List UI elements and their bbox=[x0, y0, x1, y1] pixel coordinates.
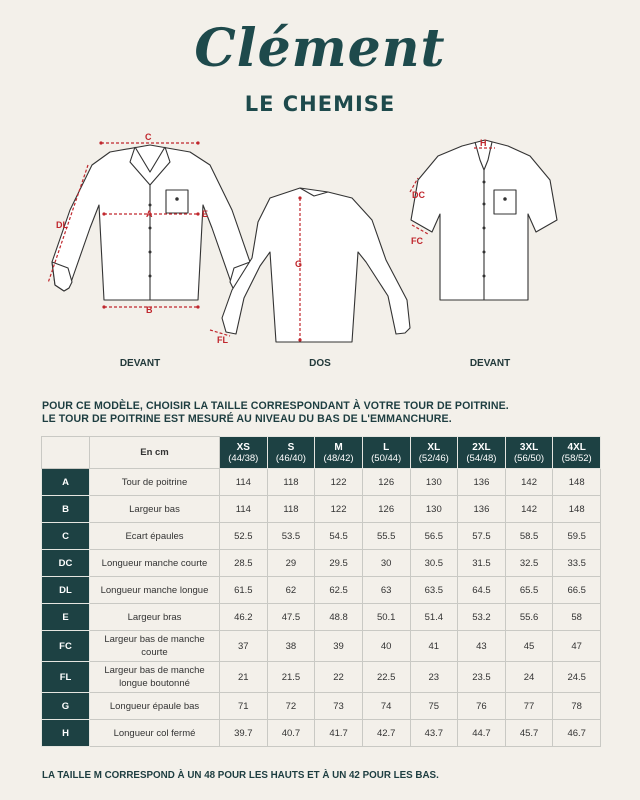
table-cell: 136 bbox=[458, 469, 506, 496]
size-table-body bbox=[42, 469, 601, 747]
table-cell: 22.5 bbox=[362, 662, 410, 693]
measure-label: Longueur manche longue bbox=[90, 577, 220, 604]
measure-code: E bbox=[42, 604, 90, 631]
table-cell: 52.5 bbox=[220, 523, 268, 550]
table-cell: 50.1 bbox=[362, 604, 410, 631]
table-row bbox=[42, 693, 601, 720]
measure-code: A bbox=[42, 469, 90, 496]
size-table bbox=[41, 436, 601, 747]
table-cell: 64.5 bbox=[458, 577, 506, 604]
table-cell: 48.8 bbox=[315, 604, 363, 631]
size-header-3xl: 3XL (56/50) bbox=[505, 437, 553, 469]
table-cell: 21 bbox=[220, 662, 268, 693]
view-label-front-right: DEVANT bbox=[469, 358, 511, 369]
measure-label: Tour de poitrine bbox=[90, 469, 220, 496]
table-cell: 41.7 bbox=[315, 720, 363, 747]
table-cell: 43 bbox=[458, 631, 506, 662]
size-header-xl: XL (52/46) bbox=[410, 437, 458, 469]
table-cell: 62.5 bbox=[315, 577, 363, 604]
table-row bbox=[42, 523, 601, 550]
mark-h: H bbox=[480, 138, 487, 148]
table-cell: 23.5 bbox=[458, 662, 506, 693]
table-cell: 51.4 bbox=[410, 604, 458, 631]
footer-note: LA TAILLE M CORRESPOND À UN 48 POUR LES HAUTS ET À UN 42 POUR LES BAS. bbox=[42, 770, 439, 781]
table-cell: 114 bbox=[220, 496, 268, 523]
table-cell: 71 bbox=[220, 693, 268, 720]
measure-label: Ecart épaules bbox=[90, 523, 220, 550]
table-cell: 38 bbox=[267, 631, 315, 662]
mark-fc: FC bbox=[411, 236, 423, 246]
unit-header: En cm bbox=[90, 437, 220, 469]
table-cell: 40.7 bbox=[267, 720, 315, 747]
table-cell: 66.5 bbox=[553, 577, 601, 604]
size-header-xs: XS (44/38) bbox=[220, 437, 268, 469]
table-cell: 37 bbox=[220, 631, 268, 662]
measure-code: FL bbox=[42, 662, 90, 693]
table-cell: 61.5 bbox=[220, 577, 268, 604]
size-header-4xl: 4XL (58/52) bbox=[553, 437, 601, 469]
measure-code: DC bbox=[42, 550, 90, 577]
table-cell: 41 bbox=[410, 631, 458, 662]
intro-line-2: LE TOUR DE POITRINE EST MESURÉ AU NIVEAU DU BAS DE L'EMMANCHURE. bbox=[42, 413, 452, 425]
measure-label: Largeur bas de manche longue boutonné bbox=[90, 662, 220, 693]
table-cell: 142 bbox=[505, 469, 553, 496]
table-cell: 142 bbox=[505, 496, 553, 523]
back-long-sleeve-shirt bbox=[222, 188, 410, 342]
table-cell: 58 bbox=[553, 604, 601, 631]
table-cell: 39.7 bbox=[220, 720, 268, 747]
measure-label: Longueur manche courte bbox=[90, 550, 220, 577]
table-cell: 148 bbox=[553, 469, 601, 496]
table-row bbox=[42, 496, 601, 523]
table-cell: 65.5 bbox=[505, 577, 553, 604]
table-cell: 126 bbox=[362, 496, 410, 523]
table-cell: 56.5 bbox=[410, 523, 458, 550]
table-cell: 46.7 bbox=[553, 720, 601, 747]
table-cell: 77 bbox=[505, 693, 553, 720]
table-cell: 75 bbox=[410, 693, 458, 720]
table-cell: 78 bbox=[553, 693, 601, 720]
table-cell: 126 bbox=[362, 469, 410, 496]
table-cell: 57.5 bbox=[458, 523, 506, 550]
table-row bbox=[42, 631, 601, 662]
table-cell: 54.5 bbox=[315, 523, 363, 550]
mark-c: C bbox=[145, 132, 152, 142]
measure-label: Largeur bas bbox=[90, 496, 220, 523]
table-cell: 33.5 bbox=[553, 550, 601, 577]
table-cell: 47 bbox=[553, 631, 601, 662]
table-cell: 42.7 bbox=[362, 720, 410, 747]
table-cell: 28.5 bbox=[220, 550, 268, 577]
table-row bbox=[42, 550, 601, 577]
size-header-2xl: 2XL (54/48) bbox=[458, 437, 506, 469]
mark-dl: DL bbox=[56, 220, 68, 230]
table-cell: 63.5 bbox=[410, 577, 458, 604]
table-cell: 30 bbox=[362, 550, 410, 577]
pattern-subtitle: LE CHEMISE bbox=[244, 92, 396, 116]
table-cell: 136 bbox=[458, 496, 506, 523]
measure-code: G bbox=[42, 693, 90, 720]
measure-label: Longueur épaule bas bbox=[90, 693, 220, 720]
table-row bbox=[42, 604, 601, 631]
table-cell: 24 bbox=[505, 662, 553, 693]
table-cell: 29 bbox=[267, 550, 315, 577]
table-cell: 31.5 bbox=[458, 550, 506, 577]
table-cell: 55.6 bbox=[505, 604, 553, 631]
table-cell: 58.5 bbox=[505, 523, 553, 550]
view-label-front-left: DEVANT bbox=[119, 358, 161, 369]
view-label-back: DOS bbox=[309, 358, 331, 369]
table-cell: 59.5 bbox=[553, 523, 601, 550]
table-cell: 130 bbox=[410, 496, 458, 523]
measure-code: B bbox=[42, 496, 90, 523]
table-row bbox=[42, 469, 601, 496]
mark-e: E bbox=[202, 209, 209, 219]
table-cell: 72 bbox=[267, 693, 315, 720]
table-row bbox=[42, 662, 601, 693]
table-cell: 43.7 bbox=[410, 720, 458, 747]
mark-dc: DC bbox=[412, 190, 425, 200]
size-header-s: S (46/40) bbox=[267, 437, 315, 469]
table-cell: 73 bbox=[315, 693, 363, 720]
table-cell: 114 bbox=[220, 469, 268, 496]
measure-label: Largeur bras bbox=[90, 604, 220, 631]
table-cell: 130 bbox=[410, 469, 458, 496]
table-cell: 23 bbox=[410, 662, 458, 693]
table-cell: 62 bbox=[267, 577, 315, 604]
intro-text bbox=[42, 400, 612, 426]
mark-b: B bbox=[146, 305, 153, 315]
table-row bbox=[42, 577, 601, 604]
pattern-title: Clément bbox=[194, 18, 446, 79]
measure-code: C bbox=[42, 523, 90, 550]
table-row bbox=[42, 720, 601, 747]
mark-fl: FL bbox=[217, 335, 228, 345]
measure-code: FC bbox=[42, 631, 90, 662]
size-header-m: M (48/42) bbox=[315, 437, 363, 469]
measure-label: Longueur col fermé bbox=[90, 720, 220, 747]
table-cell: 122 bbox=[315, 469, 363, 496]
table-cell: 55.5 bbox=[362, 523, 410, 550]
measure-code: H bbox=[42, 720, 90, 747]
measure-label: Largeur bas de manche courte bbox=[90, 631, 220, 662]
table-cell: 22 bbox=[315, 662, 363, 693]
table-cell: 47.5 bbox=[267, 604, 315, 631]
table-cell: 76 bbox=[458, 693, 506, 720]
table-cell: 40 bbox=[362, 631, 410, 662]
table-cell: 53.5 bbox=[267, 523, 315, 550]
table-cell: 29.5 bbox=[315, 550, 363, 577]
table-cell: 44.7 bbox=[458, 720, 506, 747]
table-cell: 21.5 bbox=[267, 662, 315, 693]
table-cell: 32.5 bbox=[505, 550, 553, 577]
table-cell: 74 bbox=[362, 693, 410, 720]
table-cell: 53.2 bbox=[458, 604, 506, 631]
technical-drawings bbox=[0, 120, 640, 360]
table-cell: 63 bbox=[362, 577, 410, 604]
mark-a: A bbox=[146, 209, 153, 219]
table-cell: 122 bbox=[315, 496, 363, 523]
size-header-l: L (50/44) bbox=[362, 437, 410, 469]
mark-g: G bbox=[295, 259, 303, 269]
table-cell: 39 bbox=[315, 631, 363, 662]
table-cell: 118 bbox=[267, 496, 315, 523]
table-cell: 118 bbox=[267, 469, 315, 496]
corner-cell bbox=[42, 437, 90, 469]
size-header-row bbox=[42, 437, 601, 469]
table-cell: 148 bbox=[553, 496, 601, 523]
table-cell: 45.7 bbox=[505, 720, 553, 747]
measure-code: DL bbox=[42, 577, 90, 604]
table-cell: 45 bbox=[505, 631, 553, 662]
table-cell: 24.5 bbox=[553, 662, 601, 693]
intro-line-1: POUR CE MODÈLE, CHOISIR LA TAILLE CORRESPONDANT À VOTRE TOUR DE POITRINE. bbox=[42, 400, 509, 412]
table-cell: 30.5 bbox=[410, 550, 458, 577]
table-cell: 46.2 bbox=[220, 604, 268, 631]
